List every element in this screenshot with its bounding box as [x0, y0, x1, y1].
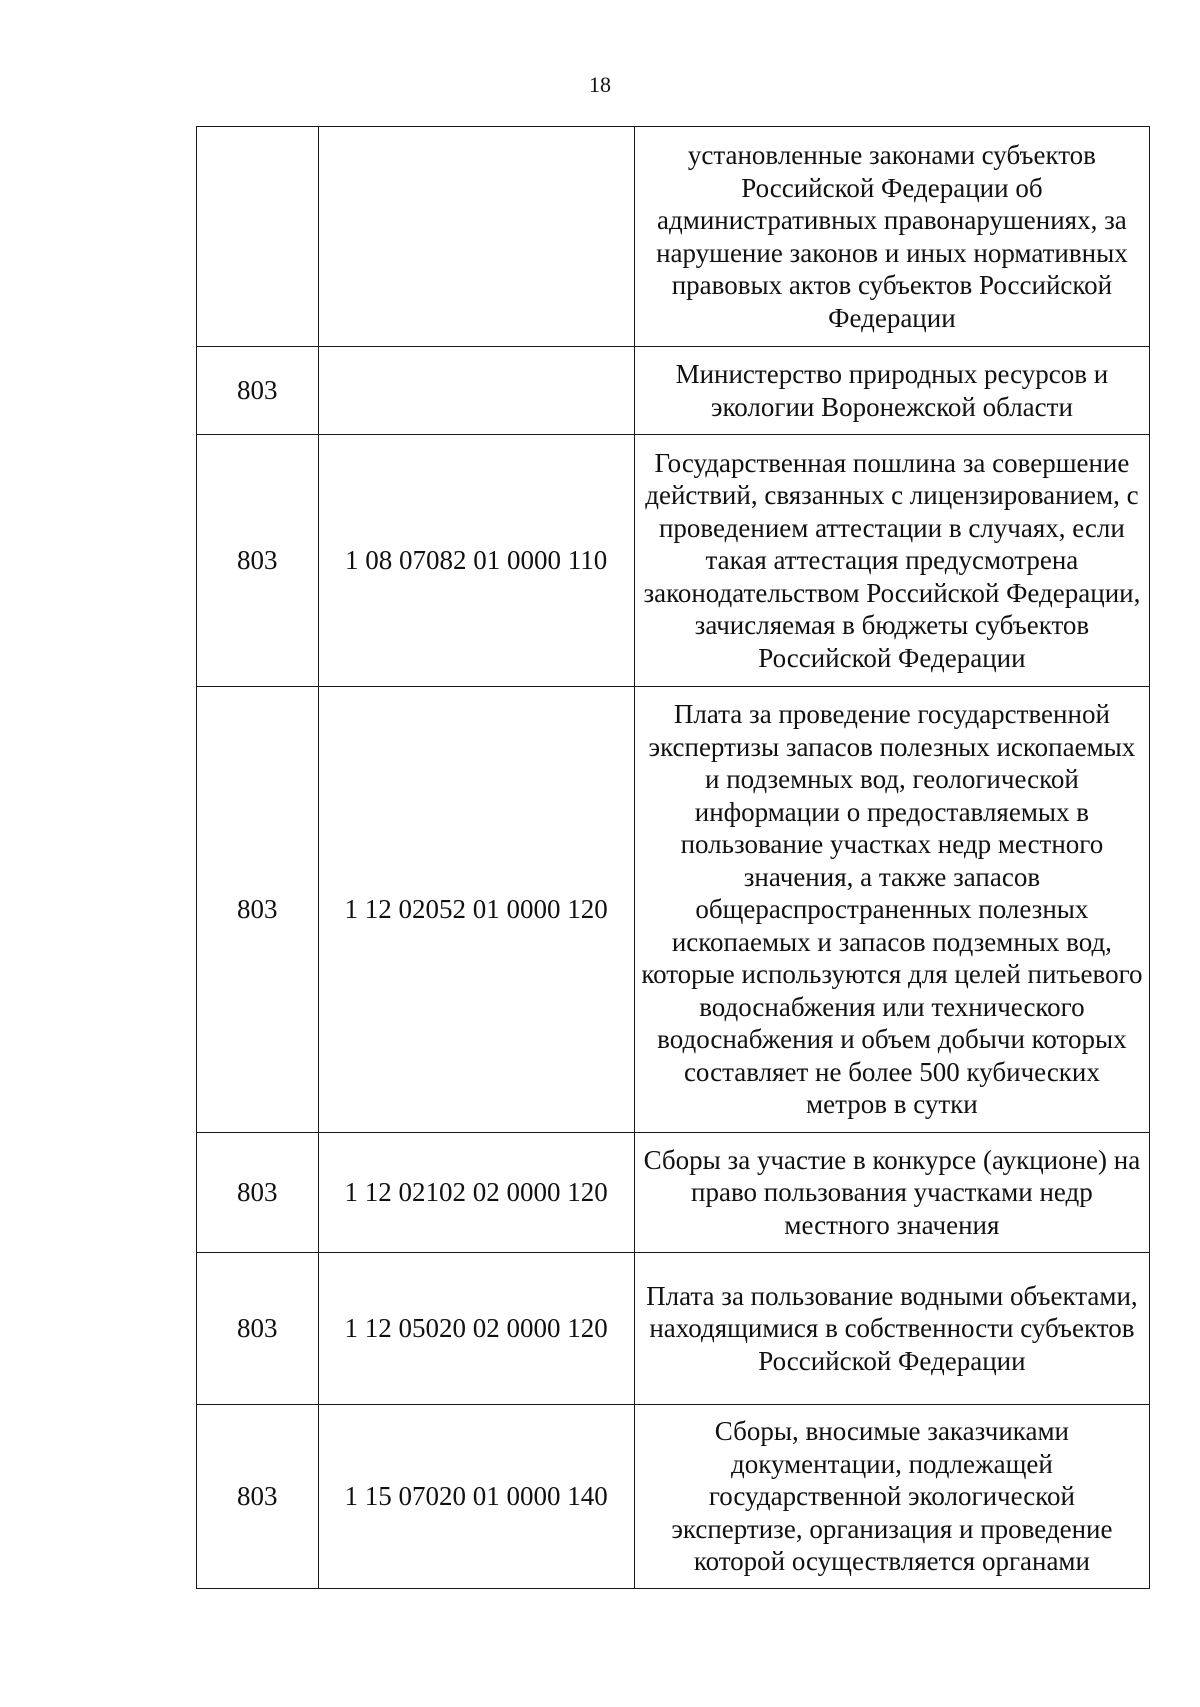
budget-code-cell: 1 12 05020 02 0000 120 — [318, 1253, 634, 1405]
admin-code-cell: 803 — [197, 1405, 319, 1589]
table-row — [197, 347, 1150, 435]
table-row — [197, 1253, 1150, 1405]
revenue-name-cell — [634, 1133, 1149, 1253]
admin-code-cell — [197, 127, 319, 347]
table-row — [197, 1133, 1150, 1253]
revenue-codes-table — [196, 126, 1150, 1589]
budget-code-cell: 1 12 02052 01 0000 120 — [318, 687, 634, 1133]
budget-code-cell — [318, 127, 634, 347]
revenue-name-cell — [634, 1405, 1149, 1589]
revenue-name-text: Министерство природных ресурсов и экологии Воронежской области — [675, 359, 1109, 422]
table-row — [197, 127, 1150, 347]
revenue-name-cell — [634, 347, 1149, 435]
budget-code-cell: 1 08 07082 01 0000 110 — [318, 435, 634, 687]
revenue-name-cell — [634, 687, 1149, 1133]
admin-code-cell: 803 — [197, 435, 319, 687]
page-number: 18 — [589, 72, 611, 97]
revenue-name-text: Плата за проведение государственной экспертизы запасов полезных ископаемых и подземных вод, геологической информации о предоставляемых в пользование участках недр местного значения, а также запасов общераспространенных полезных ископаемых и запасов подземных вод, которые используются для целей питьевого водоснабжения или технического водоснабжения и объем добычи которых составляет не более 500 кубических метров в сутки — [641, 699, 1143, 1120]
revenue-name-cell — [634, 127, 1149, 347]
admin-code-cell: 803 — [197, 1253, 319, 1405]
revenue-name-text: Государственная пошлина за совершение действий, связанных с лицензированием, с проведением аттестации в случаях, если такая аттестация предусмотрена законодательством Российской Федерации, зачисляемая в бюджеты субъектов Российской Федерации — [643, 447, 1141, 673]
revenue-name-text: Плата за пользование водными объектами, находящимися в собственности субъектов Российской Федерации — [646, 1280, 1138, 1376]
admin-code-cell: 803 — [197, 347, 319, 435]
budget-code-cell: 1 15 07020 01 0000 140 — [318, 1405, 634, 1589]
budget-code-cell: 1 12 02102 02 0000 120 — [318, 1133, 634, 1253]
table-row — [197, 1405, 1150, 1589]
admin-code-cell: 803 — [197, 1133, 319, 1253]
revenue-name-text: Сборы за участие в конкурсе (аукционе) на право пользования участками недр местного значения — [643, 1144, 1141, 1240]
revenue-name-text: установленные законами субъектов Российской Федерации об административных правонарушениях, за нарушение законов и иных нормативных правовых актов субъектов Российской Федерации — [656, 140, 1128, 333]
revenue-name-cell — [634, 1253, 1149, 1405]
table-row — [197, 435, 1150, 687]
revenue-name-cell — [634, 435, 1149, 687]
table-row — [197, 687, 1150, 1133]
revenue-name-text: Сборы, вносимые заказчиками документации, подлежащей государственной экологической экспертизе, организация и проведение которой осуществляется органами — [671, 1416, 1113, 1577]
admin-code-cell: 803 — [197, 687, 319, 1133]
budget-code-cell — [318, 347, 634, 435]
